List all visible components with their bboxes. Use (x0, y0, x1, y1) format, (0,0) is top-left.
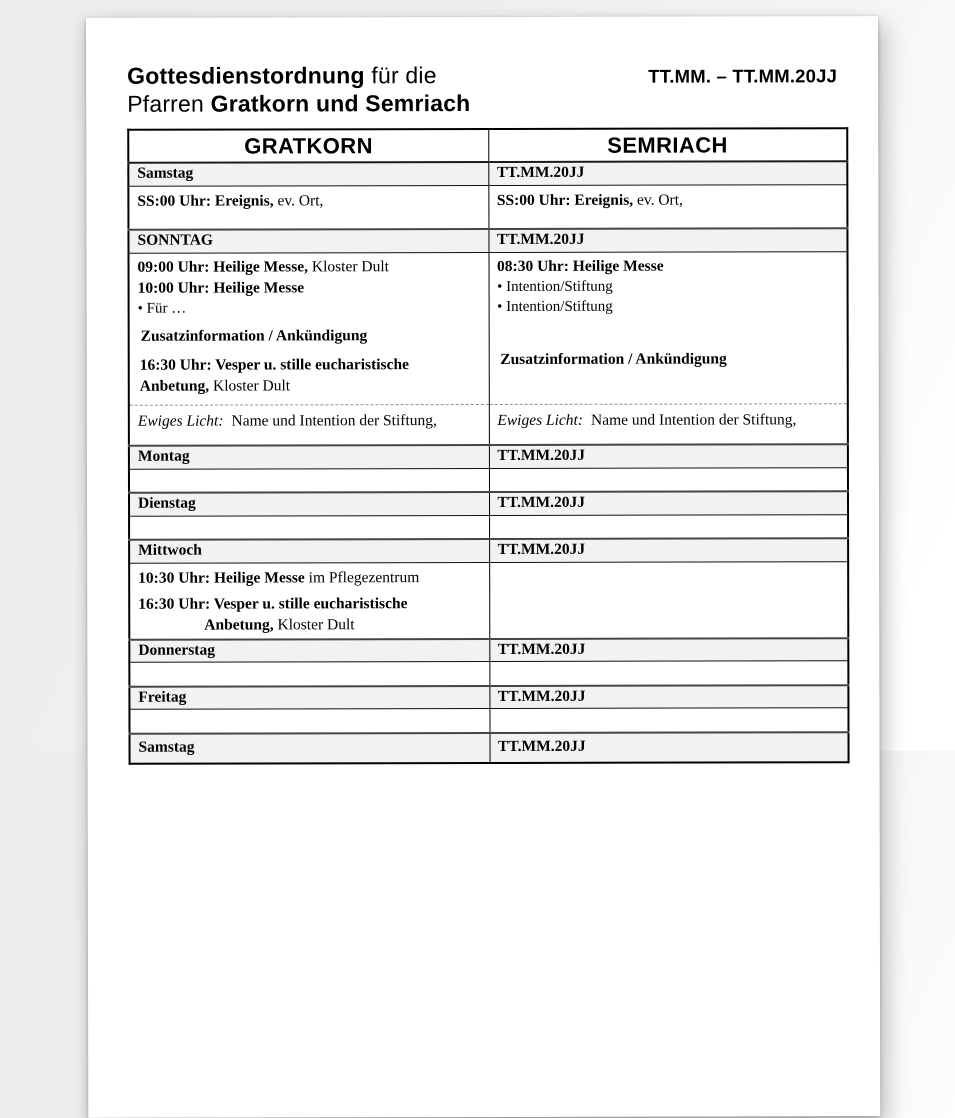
vesper-line2: Anbetung, (204, 615, 274, 634)
vesper-line2: Anbetung, (139, 377, 210, 395)
empty-cell (489, 708, 848, 733)
mass-time: 10:00 Uhr: Heilige Messe (137, 278, 305, 297)
mass-time: 10:30 Uhr: Heilige Messe (138, 568, 305, 587)
day-label: Samstag (129, 732, 489, 763)
intention-bullet: • Intention/Stiftung (497, 278, 613, 295)
empty-cell (129, 708, 489, 733)
title-line2-regular: Pfarren (127, 90, 205, 117)
event-place: ev. Ort, (277, 191, 324, 209)
empty-cell (129, 661, 489, 686)
day-row-sonntag (128, 228, 847, 253)
sonntag-cell-semriach (488, 251, 847, 404)
ewiges-licht-text: Name und Intention der Stiftung, (591, 410, 797, 429)
event-time: SS:00 Uhr: Ereignis, (137, 191, 274, 210)
vesper-place: Kloster Dult (212, 376, 291, 395)
empty-cell (129, 468, 489, 493)
title-line1-bold: Gottesdienstordnung (127, 62, 365, 89)
empty-row-freitag (129, 708, 848, 734)
date-cell: TT.MM.20JJ (488, 228, 847, 252)
mass-place: Kloster Dult (311, 257, 389, 275)
ewiges-licht-cell-gratkorn (129, 404, 489, 446)
empty-cell (489, 661, 848, 686)
document-page (86, 16, 880, 1118)
day-row-dienstag (129, 491, 848, 516)
additional-info-label: Zusatzinformation / Ankündigung (500, 349, 727, 368)
column-header-gratkorn: GRATKORN (128, 129, 488, 163)
date-cell: TT.MM.20JJ (489, 732, 848, 763)
empty-row-dienstag (129, 514, 848, 540)
vesper-line1: 16:30 Uhr: Vesper u. stille eucharistische (139, 355, 409, 374)
day-row-montag (129, 444, 848, 469)
day-row-samstag-2 (129, 732, 848, 764)
document-header (127, 61, 837, 128)
column-header-semriach: SEMRIACH (488, 128, 847, 162)
ewiges-licht-label: Ewiges Licht: (497, 411, 584, 429)
title-line1-regular: für die (371, 62, 437, 89)
title-line2-bold: Gratkorn und Semriach (210, 89, 471, 117)
day-label: Donnerstag (129, 638, 489, 662)
empty-cell (129, 515, 489, 540)
date-cell: TT.MM.20JJ (489, 538, 848, 562)
empty-row-montag (129, 467, 848, 493)
mass-time: 08:30 Uhr: Heilige Messe (497, 257, 664, 275)
content-row-mittwoch (129, 561, 848, 639)
day-row-donnerstag (129, 638, 848, 663)
date-cell: TT.MM.20JJ (489, 444, 848, 468)
event-cell-semriach (488, 184, 847, 229)
mittwoch-cell-gratkorn (129, 562, 489, 639)
day-row-samstag-1 (128, 161, 847, 186)
event-time: SS:00 Uhr: Ereignis, (496, 191, 634, 209)
day-label: Montag (129, 445, 489, 469)
date-cell: TT.MM.20JJ (489, 685, 848, 709)
day-label: Freitag (129, 685, 489, 709)
date-cell: TT.MM.20JJ (488, 161, 847, 185)
schedule-table (127, 127, 849, 764)
event-cell-gratkorn (128, 185, 488, 230)
ewiges-licht-row (129, 403, 848, 446)
intention-bullet: • Für … (137, 300, 187, 317)
empty-cell (489, 467, 848, 492)
content-row-sonntag (128, 251, 847, 405)
ewiges-licht-text: Name und Intention der Stiftung, (231, 411, 437, 430)
day-row-freitag (129, 685, 848, 710)
date-cell: TT.MM.20JJ (489, 491, 848, 515)
day-label: SONNTAG (128, 229, 488, 253)
vesper-line1: 16:30 Uhr: Vesper u. stille eucharistische (138, 594, 408, 613)
empty-cell (489, 514, 848, 539)
table-header-row (128, 128, 847, 163)
mass-time: 09:00 Uhr: Heilige Messe, (137, 257, 309, 276)
vesper-place: Kloster Dult (277, 615, 355, 633)
date-cell: TT.MM.20JJ (489, 638, 848, 662)
sonntag-cell-gratkorn (128, 252, 488, 405)
content-row-samstag-1 (128, 184, 847, 230)
mittwoch-cell-semriach (489, 561, 848, 638)
intention-bullet: • Intention/Stiftung (497, 298, 613, 315)
day-label: Samstag (128, 162, 488, 186)
additional-info-label: Zusatzinformation / Ankündigung (140, 326, 368, 345)
ewiges-licht-label: Ewiges Licht: (137, 412, 224, 430)
mass-place: im Pflegezentrum (308, 568, 420, 586)
date-range-placeholder: TT.MM. – TT.MM.20JJ (648, 65, 838, 87)
empty-row-donnerstag (129, 661, 848, 687)
event-place: ev. Ort, (636, 191, 683, 209)
day-row-mittwoch (129, 538, 848, 563)
day-label: Dienstag (129, 492, 489, 516)
day-label: Mittwoch (129, 539, 489, 563)
ewiges-licht-cell-semriach (489, 403, 848, 445)
